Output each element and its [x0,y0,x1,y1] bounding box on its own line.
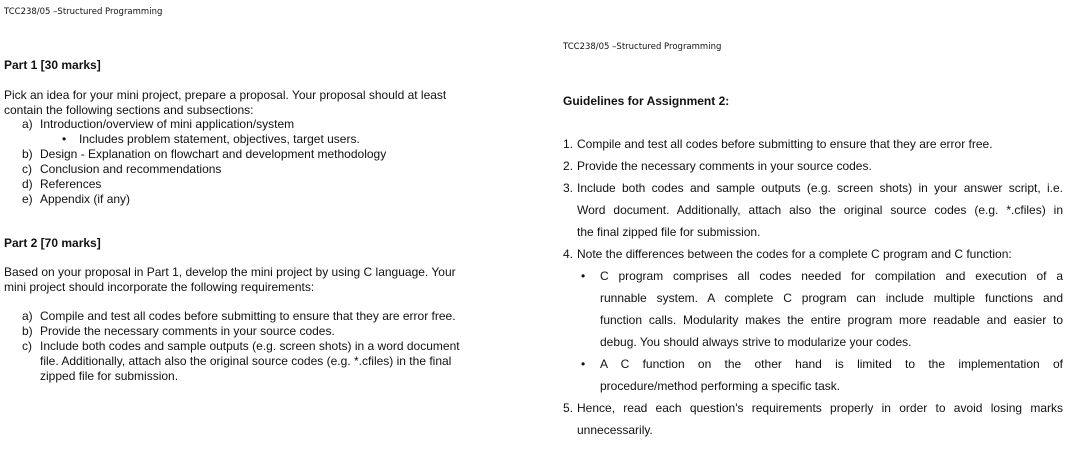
bullet-c-program-line-4: debug. You should always strive to modularize your codes. [600,335,912,349]
guideline-item-4 [563,243,1063,265]
part1-intro [4,88,524,117]
guideline-item-5 [563,397,1063,441]
guideline-item-3-line-3: the final zipped file for submission. [577,225,761,239]
part2-item-c-line-2: file. Additionally, attach also the original source codes (e.g. *.cfiles) in the final [40,354,452,368]
part2-item-c-marker: c) [22,339,32,353]
right-page [548,0,1073,470]
part2-item-c-line-1: Include both codes and sample outputs (e.g. screen shots) in a word document [40,339,460,353]
guideline-item-1 [563,133,1063,155]
guideline-item-5-line-1: Hence, read each question's requirements properly in order to avoid losing marks [577,401,1063,415]
bullet-c-function-line-2: procedure/method performing a specific task. [600,379,841,393]
part1-item-a-marker: a) [22,117,33,131]
part2-title: Part 2 [70 marks] [4,236,101,250]
bullet-icon: • [62,132,67,146]
guideline-item-4-number: 4. [563,247,574,261]
part1-item-d-marker: d) [22,177,33,191]
guideline-item-5-number: 5. [563,401,574,415]
guideline-item-3-line-2: Word document. Additionally, attach also the original source codes (e.g. *.cfiles) in [577,203,1063,217]
part2-item-b [22,324,512,339]
part1-item-a [22,117,386,132]
part1-item-c [22,162,386,177]
part2-item-a-marker: a) [22,309,33,323]
guideline-item-2 [563,155,1063,177]
part2-item-a [22,309,512,324]
guideline-bullet-c-program [563,265,1063,353]
guideline-item-1-number: 1. [563,137,574,151]
part2-item-c [22,339,512,384]
part2-intro-line-2: mini project should incorporate the following requirements: [4,279,315,294]
guideline-item-1-line-1: Compile and test all codes before submitting to ensure that they are error free. [577,137,993,151]
bullet-icon: • [581,269,586,283]
bullet-c-program-line-2: runnable system. A complete C program can include multiple functions and [600,291,1063,305]
bullet-icon: • [581,357,586,371]
guideline-bullet-c-function [563,353,1063,397]
guideline-item-3-number: 3. [563,181,574,195]
part1-item-b-text: Design - Explanation on flowchart and development methodology [40,147,387,161]
part1-section-list [22,117,386,207]
part1-item-e-text: Appendix (if any) [40,192,131,206]
guideline-item-3 [563,177,1063,243]
part1-item-c-marker: c) [22,162,32,176]
guideline-item-2-line-1: Provide the necessary comments in your source codes. [577,159,872,173]
guidelines-title: Guidelines for Assignment 2: [563,94,730,108]
guideline-item-4-line-1: Note the differences between the codes for a complete C program and C function: [577,247,1012,261]
part1-title: Part 1 [30 marks] [4,58,101,72]
part2-item-b-marker: b) [22,324,33,338]
part2-requirement-list [22,309,512,384]
part1-intro-line-2: contain the following sections and subsections: [4,102,254,117]
part2-intro-line-1: Based on your proposal in Part 1, develop the mini project by using C language. Your [4,265,456,279]
guideline-item-2-number: 2. [563,159,574,173]
part1-item-b [22,147,386,162]
left-page-header: TCC238/05 –Structured Programming [4,7,163,17]
part1-item-b-marker: b) [22,147,33,161]
guideline-item-3-line-1: Include both codes and sample outputs (e.g. screen shots) in your answer script, i.e. [577,181,1063,195]
part1-sub-bullet [22,132,386,147]
bullet-c-program-line-1: C program comprises all codes needed for compilation and execution of a [600,269,1063,283]
part1-item-d-text: References [40,177,102,191]
part2-item-b-line-1: Provide the necessary comments in your source codes. [40,324,335,338]
right-page-header: TCC238/05 –Structured Programming [563,42,722,52]
bullet-c-function-line-1: A C function on the other hand is limited to the implementation of [600,357,1063,371]
part1-item-a-text: Introduction/overview of mini application/system [40,117,295,131]
part1-item-d [22,177,386,192]
part1-item-e-marker: e) [22,192,33,206]
part1-item-e [22,192,386,207]
guidelines-list [563,133,1063,441]
part1-intro-line-1: Pick an idea for your mini project, prepare a proposal. Your proposal should at least [4,88,447,102]
left-page [0,0,530,470]
part2-item-c-line-3: zipped file for submission. [40,369,179,383]
part2-item-a-line-1: Compile and test all codes before submitting to ensure that they are error free. [40,309,456,323]
bullet-c-program-line-3: function calls. Modularity makes the entire program more readable and easier to [600,313,1063,327]
part2-intro [4,265,524,294]
part1-item-c-text: Conclusion and recommendations [40,162,222,176]
part1-sub-bullet-text: Includes problem statement, objectives, target users. [79,132,360,146]
guideline-item-5-line-2: unnecessarily. [577,423,653,437]
